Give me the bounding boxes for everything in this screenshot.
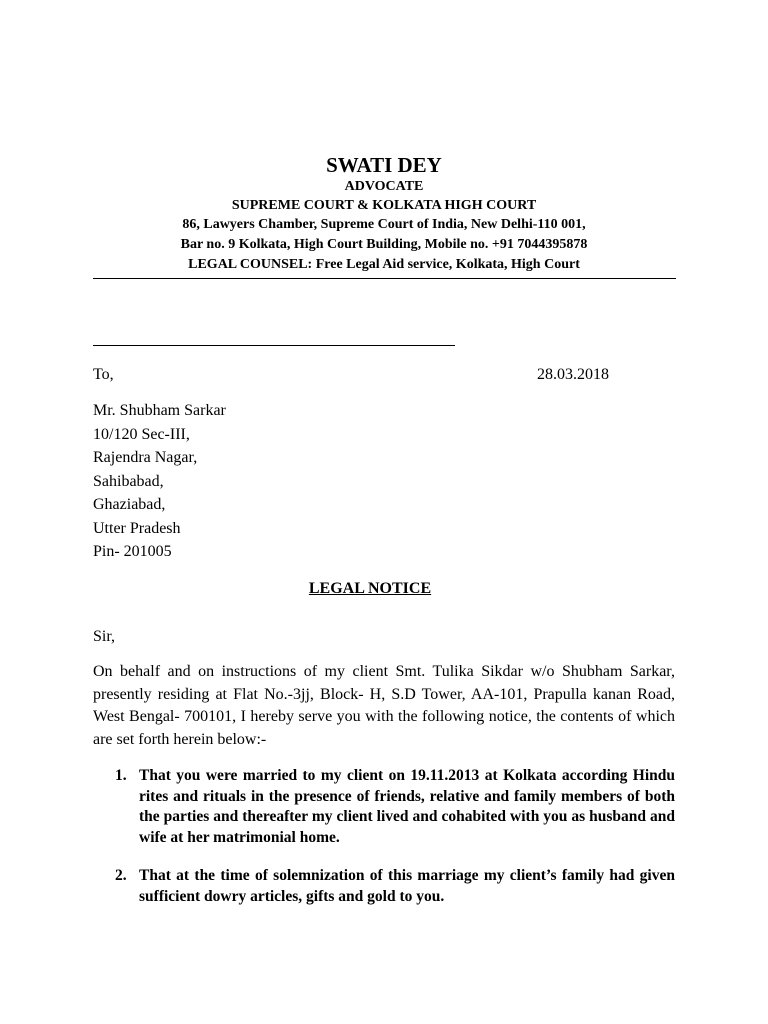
advocate-title: ADVOCATE: [344, 179, 424, 194]
reference-blank-line: [93, 345, 455, 346]
recipient-address-line: 10/120 Sec-III,: [93, 425, 190, 443]
recipient-address-line: Rajendra Nagar,: [93, 449, 198, 466]
court-line: SUPREME COURT & KOLKATA HIGH COURT: [231, 198, 537, 213]
recipient-name: Mr. Shubham Sarkar: [93, 402, 226, 419]
notice-point: [115, 766, 675, 848]
legal-counsel-line: LEGAL COUNSEL: Free Legal Aid service, Kolkata, High Court: [188, 257, 580, 272]
recipient-address-line: Sahibabad,: [93, 472, 164, 490]
advocate-name: SWATI DEY: [326, 153, 442, 177]
recipient-pin: Pin- 201005: [93, 543, 172, 560]
notice-point: [115, 866, 675, 907]
recipient-address-line: Ghaziabad,: [93, 496, 166, 513]
letter-date: 28.03.2018: [537, 366, 609, 383]
intro-paragraph: On behalf and on instructions of my client Smt. Tulika Sikdar w/o Shubham Sarkar, presently residing at Flat No.-3jj, Block- H, S.D Tower, AA-101, Prapulla kanan Road, West Bengal- 700101, I hereby serve you with the following notice, the contents of which are set forth herein below:-: [93, 663, 675, 748]
letterhead-divider: [93, 278, 676, 279]
address-line-2: Bar no. 9 Kolkata, High Court Building, Mobile no. +91 7044395878: [180, 237, 588, 252]
point-text: That you were married to my client on 19.11.2013 at Kolkata according Hindu rites and rituals in the presence of friends, relative and family members of both the parties and thereafter my client lived and cohabited with you as husband and wife at her matrimonial home.: [139, 767, 675, 846]
notice-title: LEGAL NOTICE: [308, 580, 432, 597]
point-text: That at the time of solemnization of this marriage my client’s family had given sufficient dowry articles, gifts and gold to you.: [139, 867, 675, 905]
address-line-1: 86, Lawyers Chamber, Supreme Court of India, New Delhi-110 001,: [182, 217, 586, 232]
recipient-address: [93, 399, 226, 564]
recipient-address-line: Utter Pradesh: [93, 519, 181, 537]
salutation: Sir,: [93, 628, 116, 645]
to-label: To,: [93, 366, 114, 383]
point-number: 2.: [115, 867, 127, 884]
point-number: 1.: [115, 767, 127, 784]
